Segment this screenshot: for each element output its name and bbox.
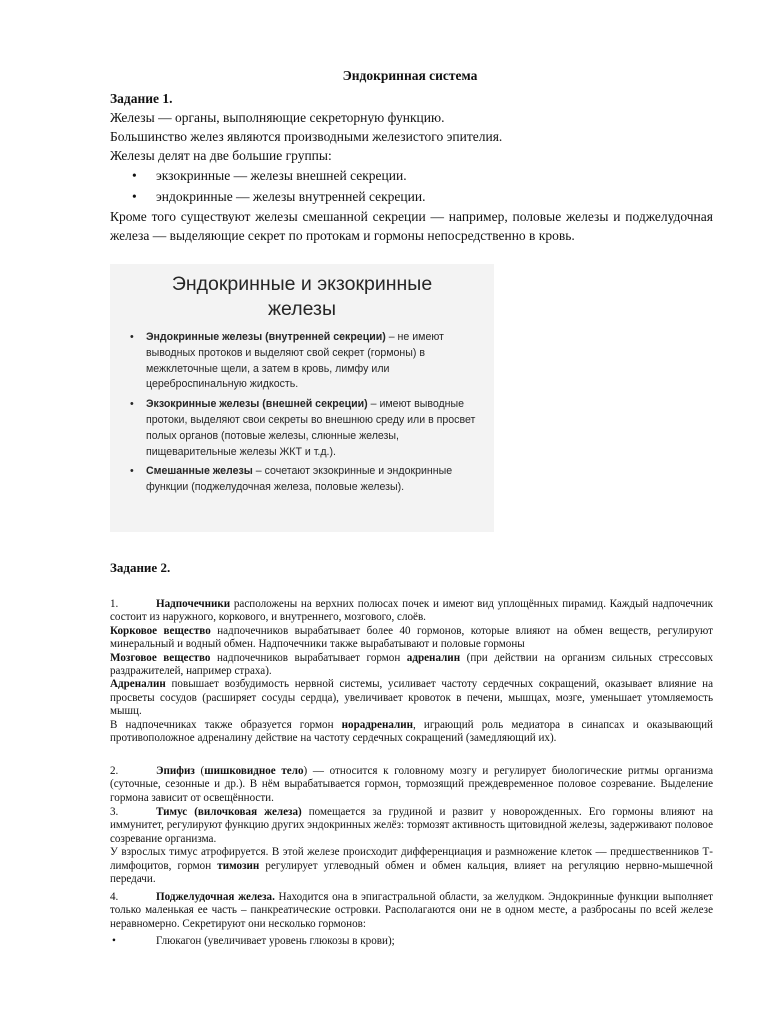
figure-item-text: – сочетают экзокринные и эндокринные функции (поджелудочная железа, половые железы). xyxy=(146,465,453,494)
figure-list-item xyxy=(130,464,482,496)
section-paragraph xyxy=(110,719,713,746)
paragraph-text: В надпочечниках также образуется гормон xyxy=(110,718,342,731)
term: Поджелудочная железа. xyxy=(156,891,275,903)
term: Эпифиз xyxy=(156,765,195,777)
term: Адреналин xyxy=(110,678,166,691)
figure-item-term: Смешанные железы xyxy=(146,465,253,478)
task1-paragraph: Кроме того существуют железы смешанной секреции — например, половые железы и поджелудочная железа — выделяющие секрет по протокам и гормоны непосредственно в кровь. xyxy=(110,209,713,243)
document-title: Эндокринная система xyxy=(342,68,478,83)
pancreas-section xyxy=(110,891,713,931)
figure-item-term: Экзокринные железы (внешней секреции) xyxy=(146,398,368,411)
section-paragraph xyxy=(110,652,713,679)
paragraph-text: ) — относится к головному мозгу и регулирует биологические ритмы организма (суточные, сезонные и др.). В нём вырабатывается гормон, тормозящий преждевременное половое созревание. Выделение гормона зависит от освещённости. xyxy=(110,765,713,804)
section-paragraph xyxy=(110,846,713,886)
paragraph-text: повышает возбудимость нервной системы, усиливает частоту сердечных сокращений, оказывает влияние на просветы сосудов (расширяет сосуды сердца), увеличивает кровоток в печени, мышцах, мозге, уменьшает утомляемость мышц. xyxy=(110,678,713,718)
term: Корковое вещество xyxy=(110,624,211,637)
task1-heading: Задание 1. xyxy=(110,91,173,106)
adrenal-section xyxy=(110,598,713,745)
term: норадреналин xyxy=(341,718,414,731)
paragraph-text: У взрослых тимус атрофируется. В этой железе происходит дифференциация и размножение клеток — предшественников Т-лимфоцитов, гормон xyxy=(110,846,713,872)
figure-item-term: Эндокринные железы (внутренней секреции) xyxy=(146,331,386,343)
paragraph-text: регулирует углеводный обмен и обмен кальция, влияет на регуляцию нервно-мышечной передачи. xyxy=(110,859,713,886)
bullet-icon: • xyxy=(130,465,134,478)
list-item-text: эндокринные — железы внутренней секреции. xyxy=(156,189,426,204)
paragraph-text: (при действии на организм сильных стрессовых раздражителей, например страха). xyxy=(110,651,713,678)
section-paragraph xyxy=(110,678,713,718)
section-paragraph xyxy=(110,806,713,846)
paragraph-text: Находится она в эпигастральной области, за желудком. Эндокринные функции выполняет только маленькая ее часть – панкреатические островки. Располагаются они не в одном месте, а разбросаны по всей железе неравномерно. Секретируют они несколько гормонов: xyxy=(110,891,714,930)
figure-item-text: – имеют выводные протоки, выделяют свои секреты во внешнюю среду или в просвет полых органов (потовые железы, слюнные железы, пищеварительные железы ЖКТ и т.д.). xyxy=(146,398,476,458)
bullet-icon: • xyxy=(112,935,116,947)
figure-list-item xyxy=(130,397,482,460)
figure-list xyxy=(130,330,482,500)
task1-paragraph: Железы — органы, выполняющие секреторную функцию. xyxy=(110,110,445,125)
paragraph-text: надпочечников вырабатывает более 40 гормонов, которые влияют на обмен веществ, регулируют минеральный и водный обмен. Надпочечники также вырабатывают и половые гормоны xyxy=(110,624,713,651)
task2-heading: Задание 2. xyxy=(110,560,171,575)
list-item-text: экзокринные — железы внешней секреции. xyxy=(156,168,407,183)
bullet-icon: • xyxy=(132,168,137,183)
term: Тимус (вилочковая железа) xyxy=(156,806,302,818)
figure-title-line: Эндокринные и экзокринные xyxy=(171,273,433,295)
glands-figure xyxy=(110,264,494,532)
thymus-section xyxy=(110,806,713,886)
paragraph-text: надпочечников вырабатывает гормон xyxy=(210,651,407,664)
section-number: 3. xyxy=(110,806,119,818)
paragraph-text: расположены на верхних полюсах почек и имеют вид уплощённых пирамид. Каждый надпочечник состоит из наружного, коркового, и внутреннего, мозгового, слоёв. xyxy=(110,598,713,624)
bullet-icon: • xyxy=(130,398,134,411)
figure-list-item xyxy=(130,330,482,393)
list-item-text: Глюкагон (увеличивает уровень глюкозы в крови); xyxy=(156,935,395,947)
section-number: 4. xyxy=(110,891,119,903)
bullet-icon: • xyxy=(132,189,137,204)
task1-paragraph: Железы делят на две большие группы: xyxy=(110,148,332,163)
paragraph-text: , играющий роль медиатора в синапсах и оказывающий противоположное адреналину действие на частоту сердечных сокращений (замедляющий их). xyxy=(110,718,713,745)
term: тимозин xyxy=(217,859,260,872)
term: Мозговое вещество xyxy=(110,651,211,664)
figure-title-line: железы xyxy=(268,298,336,320)
term: адреналин xyxy=(406,651,461,664)
pineal-section xyxy=(110,765,713,805)
task1-paragraph: Большинство желез являются производными железистого эпителия. xyxy=(110,129,503,144)
section-number: 2. xyxy=(110,765,119,777)
term: шишковидное тело xyxy=(204,765,304,777)
paragraph-text: ( xyxy=(194,765,205,777)
paragraph-text: помещается за грудиной и развит у новорожденных. Его гормоны влияют на иммунитет, регулируют функцию других эндокринных желёз: тормозят активность щитовидной железы, задерживают половое созревание организма. xyxy=(110,806,713,845)
figure-item-text: – не имеют выводных протоков и выделяют свой секрет (гормоны) в межклеточные щели, а затем в кровь, лимфу или цереброспинальную жидкость. xyxy=(146,331,444,391)
bullet-icon: • xyxy=(130,331,134,343)
section-number: 1. xyxy=(110,598,119,610)
figure-title xyxy=(110,272,494,322)
section-paragraph xyxy=(110,598,713,625)
section-paragraph xyxy=(110,625,713,652)
term: Надпочечники xyxy=(156,598,231,610)
